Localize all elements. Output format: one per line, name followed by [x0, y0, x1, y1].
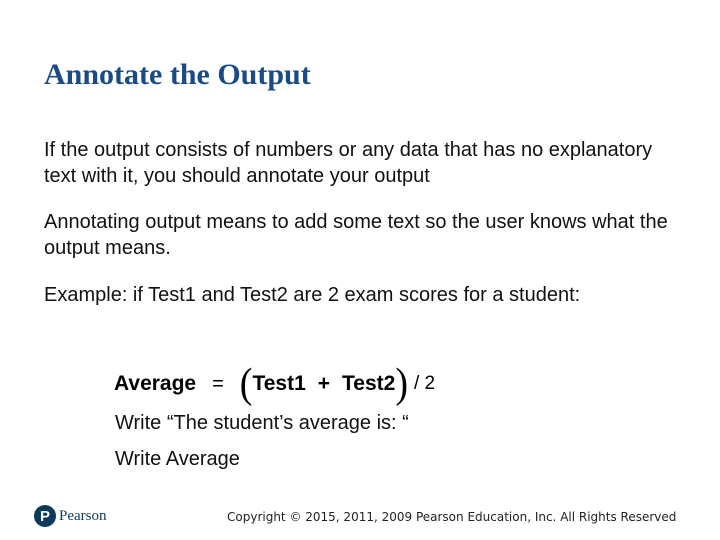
pearson-logo-icon: P — [34, 505, 56, 527]
formula-open-paren: ( — [239, 360, 253, 408]
average-formula — [114, 360, 436, 408]
formula-equals: = — [212, 372, 224, 395]
paragraph-annotating-definition: Annotating output means to add some text so the user knows what the output means. — [44, 211, 668, 259]
pearson-logo — [34, 505, 107, 527]
formula-term1: Test1 — [252, 372, 306, 395]
copyright-notice: Copyright © 2015, 2011, 2009 Pearson Education, Inc. All Rights Reserved — [227, 510, 677, 524]
formula-lhs: Average — [114, 372, 197, 395]
code-line-write-label: Write “The student’s average is: “ — [115, 412, 409, 434]
code-line-write-average: Write Average — [115, 448, 240, 470]
paragraph-annotate-rule: If the output consists of numbers or any data that has no explanatory text with it, you should annotate your output — [44, 139, 653, 187]
formula-divisor: / 2 — [414, 373, 436, 394]
pearson-logo-text: Pearson — [59, 507, 107, 524]
formula-plus: + — [317, 372, 331, 395]
formula-close-paren: ) — [395, 360, 408, 408]
formula-term2: Test2 — [342, 372, 396, 395]
paragraph-example: Example: if Test1 and Test2 are 2 exam scores for a student: — [44, 284, 581, 306]
slide-title: Annotate the Output — [44, 58, 311, 91]
